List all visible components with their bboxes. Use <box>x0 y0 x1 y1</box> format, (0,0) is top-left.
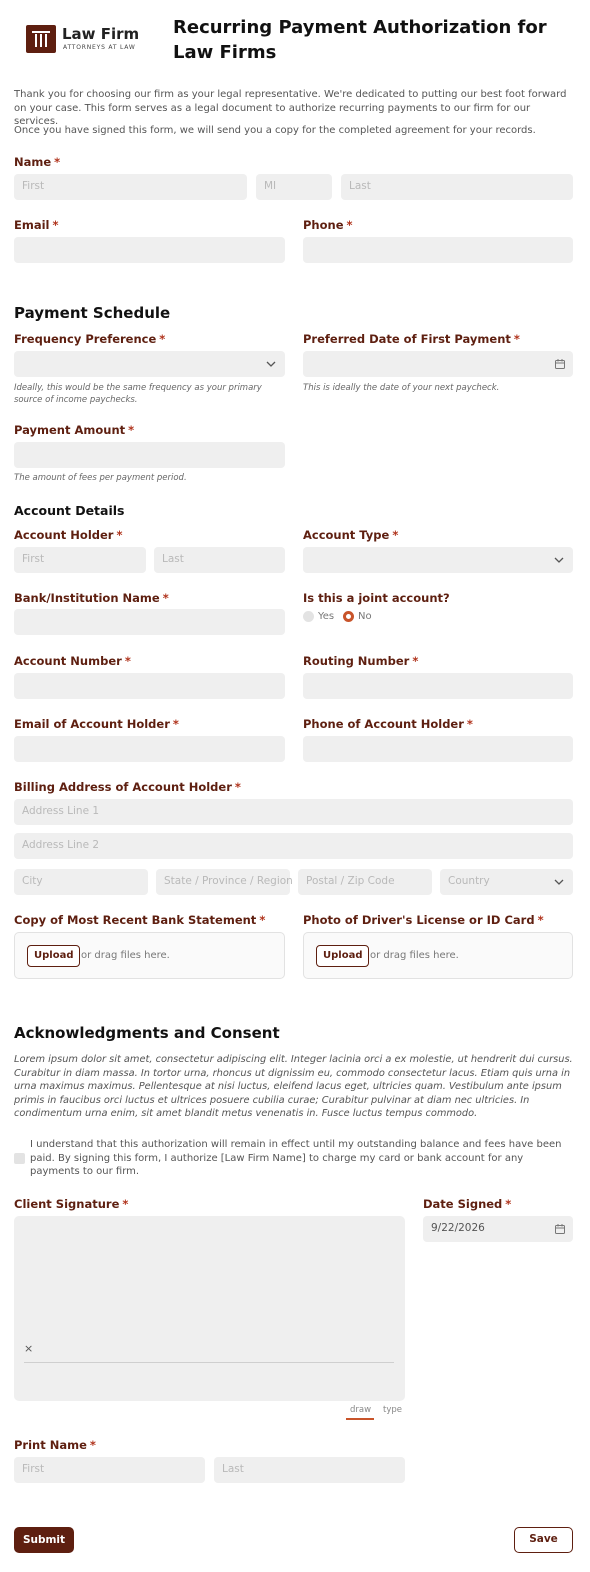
first-payment-date-input[interactable] <box>303 351 573 377</box>
upload-hint: or drag files here. <box>81 950 170 961</box>
consent-checkbox-text: I understand that this authorization will remain in effect until my outstanding balance and fees have been paid. By signing this form, I authorize [Law Firm Name] to charge my card or bank account for any payments to our firm. <box>30 1139 562 1177</box>
phone-input[interactable] <box>303 237 573 263</box>
upload-button[interactable]: Upload <box>316 945 369 967</box>
signature-baseline <box>24 1362 394 1363</box>
calendar-icon[interactable] <box>554 1223 566 1235</box>
address-line2-input[interactable]: Address Line 2 <box>14 833 573 859</box>
close-icon[interactable]: × <box>24 1342 34 1355</box>
bank-name-label: Bank/Institution Name * <box>14 591 169 605</box>
first-payment-date-label: Preferred Date of First Payment * <box>303 332 520 346</box>
save-button[interactable]: Save <box>514 1527 573 1553</box>
logo-name: Law Firm <box>62 25 140 43</box>
account-number-label: Account Number * <box>14 654 131 668</box>
address-line1-input[interactable]: Address Line 1 <box>14 799 573 825</box>
sig-tab-draw-underline <box>346 1418 374 1420</box>
account-type-select[interactable] <box>303 547 573 573</box>
page-title: Recurring Payment Authorization for Law Firms <box>173 17 547 63</box>
payment-amount-input[interactable] <box>14 442 285 468</box>
client-signature-label: Client Signature * <box>14 1197 129 1211</box>
logo-subtitle: ATTORNEYS AT LAW <box>63 44 136 51</box>
sig-tab-type[interactable]: type <box>383 1405 402 1415</box>
bank-statement-label: Copy of Most Recent Bank Statement * <box>14 913 266 927</box>
logo <box>26 25 138 55</box>
holder-first-input[interactable]: First <box>14 547 146 573</box>
last-name-input[interactable]: Last <box>341 174 573 200</box>
joint-yes-label: Yes <box>318 611 335 622</box>
holder-last-input[interactable]: Last <box>154 547 285 573</box>
intro-note: Once you have signed this form, we will send you a copy for the completed agreement for your records. <box>14 125 536 136</box>
calendar-icon[interactable] <box>554 358 566 370</box>
license-dropzone[interactable] <box>303 932 573 979</box>
frequency-select[interactable] <box>14 351 285 377</box>
chevron-down-icon <box>553 876 565 888</box>
email-input[interactable] <box>14 237 285 263</box>
account-details-heading: Account Details <box>14 503 125 518</box>
routing-number-input[interactable] <box>303 673 573 699</box>
print-name-label: Print Name * <box>14 1438 96 1452</box>
account-type-label: Account Type * <box>303 528 399 542</box>
intro-paragraph: Thank you for choosing our firm as your legal representative. We're dedicated to putting our best foot forward on your case. This form serves as a legal document to authorize recurring payments to our firm for our services. <box>14 89 567 127</box>
routing-number-label: Routing Number * <box>303 654 419 668</box>
sig-tab-draw[interactable]: draw <box>350 1405 372 1415</box>
bank-name-input[interactable] <box>14 609 285 635</box>
payment-schedule-heading: Payment Schedule <box>14 304 171 322</box>
chevron-down-icon <box>553 554 565 566</box>
payment-amount-label: Payment Amount * <box>14 423 135 437</box>
joint-account-label: Is this a joint account? <box>303 591 450 605</box>
submit-button[interactable]: Submit <box>14 1527 74 1553</box>
upload-hint: or drag files here. <box>370 950 459 961</box>
chevron-down-icon <box>265 358 277 370</box>
phone-label: Phone * <box>303 218 353 232</box>
consent-paragraph: Lorem ipsum dolor sit amet, consectetur adipiscing elit. Integer lacinia orci a ex molestie, ut hendrerit dui cursus. Curabitur in diam massa. In tortor urna, rhoncus ut dignissim eu, commodo consectetur lacus. Etiam quis urna in urna maximus maximus. Pellentesque at nisi luctus, eleifend lacus eget, ultricies quam. Vestibulum ante ipsum primis in faucibus orci luctus et ultrices posuere cubilia curae; Curabitur pulvinar at diam nec ultricies. In condimentum urna enim, sit amet blandit metus venenatis in. Fusce luctus tempus commodo. <box>14 1054 573 1119</box>
signature-pad[interactable] <box>14 1216 405 1401</box>
joint-yes-radio[interactable] <box>303 611 314 622</box>
print-last-input[interactable]: Last <box>214 1457 405 1483</box>
holder-email-label: Email of Account Holder * <box>14 717 179 731</box>
bank-statement-dropzone[interactable] <box>14 932 285 979</box>
email-label: Email * <box>14 218 59 232</box>
middle-initial-input[interactable]: MI <box>256 174 332 200</box>
zip-input[interactable]: Postal / Zip Code <box>298 869 432 895</box>
first-payment-help: This is ideally the date of your next paycheck. <box>303 383 500 393</box>
date-signed-label: Date Signed * <box>423 1197 512 1211</box>
billing-address-label: Billing Address of Account Holder * <box>14 780 241 794</box>
holder-email-input[interactable] <box>14 736 285 762</box>
state-input[interactable]: State / Province / Region <box>156 869 290 895</box>
account-number-input[interactable] <box>14 673 285 699</box>
joint-no-radio[interactable] <box>343 611 354 622</box>
pillar-logo-icon <box>26 25 56 53</box>
account-holder-label: Account Holder * <box>14 528 123 542</box>
frequency-label: Frequency Preference * <box>14 332 166 346</box>
name-label: Name * <box>14 155 61 169</box>
frequency-help: Ideally, this would be the same frequency as your primary source of income paychecks. <box>14 383 262 405</box>
holder-phone-label: Phone of Account Holder * <box>303 717 473 731</box>
country-select[interactable]: Country <box>440 869 573 895</box>
payment-amount-help: The amount of fees per payment period. <box>14 473 187 483</box>
acknowledgments-heading: Acknowledgments and Consent <box>14 1024 280 1042</box>
city-input[interactable]: City <box>14 869 148 895</box>
date-signed-input[interactable]: 9/22/2026 <box>423 1216 573 1242</box>
joint-no-label: No <box>358 611 372 622</box>
first-name-input[interactable]: First <box>14 174 247 200</box>
upload-button[interactable]: Upload <box>27 945 80 967</box>
print-first-input[interactable]: First <box>14 1457 205 1483</box>
consent-checkbox[interactable] <box>14 1153 25 1164</box>
holder-phone-input[interactable] <box>303 736 573 762</box>
license-label: Photo of Driver's License or ID Card * <box>303 913 544 927</box>
